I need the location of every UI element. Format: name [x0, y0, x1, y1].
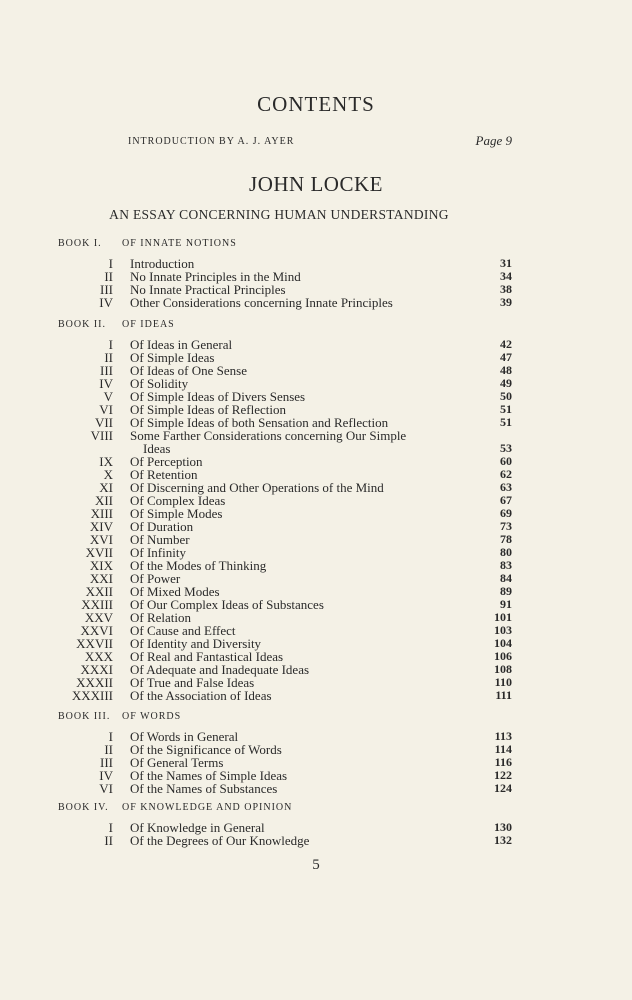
chapter-page: 108 [494, 662, 512, 676]
chapter-page: 69 [500, 506, 512, 520]
chapter-title: Of Identity and Diversity [130, 636, 262, 651]
chapter-page: 78 [500, 532, 512, 546]
chapter-number: III [100, 755, 113, 770]
toc-entry [58, 338, 512, 351]
chapter-page: 130 [494, 820, 512, 834]
chapter-title: Of Power [130, 571, 181, 586]
toc-entry [58, 455, 512, 468]
toc-entry [58, 743, 512, 756]
chapter-title: Of Simple Ideas of Divers Senses [130, 389, 306, 404]
chapter-title: Of Simple Modes [130, 506, 223, 521]
chapter-title: Of Words in General [130, 729, 239, 744]
toc-entry [58, 663, 512, 676]
chapter-page: 106 [494, 649, 512, 663]
chapter-number: I [108, 256, 113, 271]
chapter-number: XIV [89, 519, 113, 534]
chapter-page: 122 [494, 768, 512, 782]
chapter-title: Of Simple Ideas [130, 350, 215, 365]
chapter-number: X [103, 467, 113, 482]
chapter-number: III [100, 363, 113, 378]
toc-entry [58, 296, 512, 309]
book-heading [58, 802, 518, 813]
chapter-page: 132 [494, 833, 512, 847]
chapter-number: II [104, 269, 113, 284]
chapter-number: II [104, 742, 113, 757]
chapter-number: XXXII [76, 675, 113, 690]
chapter-page: 50 [500, 389, 512, 403]
chapter-title: Of Simple Ideas of Reflection [130, 402, 286, 417]
chapter-number: XII [94, 493, 113, 508]
chapter-title: Of Ideas of One Sense [130, 363, 247, 378]
toc-entry [58, 782, 512, 795]
chapter-page: 53 [500, 441, 512, 455]
chapter-page: 51 [500, 415, 512, 429]
chapter-page: 42 [500, 337, 512, 351]
book-title: OF INNATE NOTIONS [122, 238, 237, 249]
chapter-number: IV [99, 768, 113, 783]
chapter-number: XIX [89, 558, 113, 573]
toc-entry [58, 351, 512, 364]
chapter-page: 101 [494, 610, 512, 624]
chapter-title: Of Adequate and Inadequate Ideas [130, 662, 310, 677]
chapter-title: Of the Modes of Thinking [130, 558, 267, 573]
chapter-number: XXVI [80, 623, 113, 638]
introduction-line [128, 133, 512, 148]
toc-entry [58, 507, 512, 520]
chapter-page: 110 [494, 675, 512, 689]
chapter-number: XXI [89, 571, 113, 586]
chapter-title: Of Knowledge in General [130, 820, 265, 835]
toc-entry [58, 520, 512, 533]
chapter-page: 67 [500, 493, 512, 507]
toc-entry [58, 364, 512, 377]
book-label: BOOK IV. [58, 802, 109, 813]
chapter-number: VIII [90, 428, 113, 443]
chapter-number: IX [99, 454, 113, 469]
chapter-title: No Innate Principles in the Mind [130, 269, 301, 284]
chapter-number: VI [99, 402, 113, 417]
chapter-title: Of Simple Ideas of both Sensation and Reflection [130, 415, 389, 430]
chapter-number: VII [94, 415, 113, 430]
toc-entry [58, 611, 512, 624]
chapter-page: 104 [494, 636, 512, 650]
chapter-page: 89 [500, 584, 512, 598]
toc-entry [58, 429, 512, 442]
chapter-number: I [108, 729, 113, 744]
chapter-number: XXXIII [71, 688, 113, 703]
chapter-title: Of the Names of Simple Ideas [130, 768, 288, 783]
chapter-title: Of Our Complex Ideas of Substances [130, 597, 324, 612]
chapter-title: Of Ideas in General [130, 337, 233, 352]
chapter-page: 47 [500, 350, 512, 364]
toc-entry [58, 676, 512, 689]
toc-entry [58, 559, 512, 572]
toc-entry [58, 546, 512, 559]
chapter-page: 111 [495, 688, 512, 702]
chapter-number: I [108, 820, 113, 835]
chapter-number: II [104, 833, 113, 848]
chapter-number: XXIII [81, 597, 113, 612]
toc-entry [58, 481, 512, 494]
chapter-title: Of Relation [130, 610, 192, 625]
chapter-number: XXX [84, 649, 113, 664]
chapter-title: Of Retention [130, 467, 198, 482]
chapter-title: Of Complex Ideas [130, 493, 226, 508]
chapter-page: 31 [500, 256, 512, 270]
introduction-label: INTRODUCTION BY A. J. AYER [128, 136, 295, 147]
chapter-number: III [100, 282, 113, 297]
book-heading [58, 319, 518, 330]
book-title: OF KNOWLEDGE AND OPINION [122, 802, 293, 813]
chapter-page: 51 [500, 402, 512, 416]
chapter-title: Of Real and Fantastical Ideas [130, 649, 284, 664]
book-title: OF IDEAS [122, 319, 175, 330]
chapter-number: I [108, 337, 113, 352]
chapter-page: 84 [500, 571, 512, 585]
chapter-number: II [104, 350, 113, 365]
book-label: BOOK II. [58, 319, 106, 330]
toc-entry [58, 769, 512, 782]
chapter-number: VI [99, 781, 113, 796]
book-label: BOOK I. [58, 238, 102, 249]
chapter-title: Of Number [130, 532, 190, 547]
chapter-title: Of Discerning and Other Operations of the Mind [130, 480, 384, 495]
toc-entry [58, 624, 512, 637]
book-heading [58, 238, 518, 249]
chapter-page: 38 [500, 282, 512, 296]
chapter-page: 48 [500, 363, 512, 377]
chapter-number: XXV [84, 610, 113, 625]
chapter-page: 34 [500, 269, 512, 283]
toc-entry [58, 834, 512, 847]
chapter-page: 114 [494, 742, 512, 756]
book-title: OF WORDS [122, 711, 182, 722]
chapter-title: Of the Names of Substances [130, 781, 278, 796]
chapter-title: Of the Significance of Words [130, 742, 282, 757]
chapter-title: Of Duration [130, 519, 194, 534]
chapter-title: Of the Association of Ideas [130, 688, 272, 703]
toc-entry [58, 730, 512, 743]
chapter-page: 49 [500, 376, 512, 390]
chapter-page: 116 [494, 755, 512, 769]
introduction-page: Page 9 [475, 133, 512, 148]
book-label: BOOK III. [58, 711, 111, 722]
chapter-title: Of General Terms [130, 755, 224, 770]
chapter-number: XI [99, 480, 113, 495]
chapter-page: 73 [500, 519, 512, 533]
chapter-page: 113 [494, 729, 512, 743]
chapter-page: 83 [500, 558, 512, 572]
chapter-title: Of Solidity [130, 376, 189, 391]
chapter-title: Introduction [130, 256, 195, 271]
toc-entry [58, 494, 512, 507]
chapter-title: Of Mixed Modes [130, 584, 220, 599]
author-name: JOHN LOCKE [249, 172, 383, 196]
toc-entry [58, 689, 512, 702]
chapter-title: Of Cause and Effect [130, 623, 236, 638]
toc-entry [58, 598, 512, 611]
chapter-number: XVI [89, 532, 113, 547]
page-number: 5 [312, 857, 320, 873]
chapter-page: 63 [500, 480, 512, 494]
chapter-page: 39 [500, 295, 512, 309]
chapter-title: Of Perception [130, 454, 203, 469]
work-title: AN ESSAY CONCERNING HUMAN UNDERSTANDING [109, 207, 449, 222]
chapter-page: 62 [500, 467, 512, 481]
chapter-title: Ideas [130, 441, 171, 456]
chapter-number: XXXI [80, 662, 113, 677]
chapter-title: Of True and False Ideas [130, 675, 255, 690]
chapter-page: 80 [500, 545, 512, 559]
chapter-title: Some Farther Considerations concerning Our Simple [130, 428, 407, 443]
chapter-page: 91 [500, 597, 512, 611]
toc-entry [58, 572, 512, 585]
chapter-title: Of Infinity [130, 545, 186, 560]
chapter-title: Of the Degrees of Our Knowledge [130, 833, 310, 848]
toc-entry [58, 533, 512, 546]
chapter-number: XVII [85, 545, 113, 560]
toc-entry [58, 442, 512, 455]
chapter-title: No Innate Practical Principles [130, 282, 286, 297]
chapter-page: 124 [494, 781, 512, 795]
chapter-page: 103 [494, 623, 512, 637]
chapter-number: IV [99, 295, 113, 310]
chapter-number: V [103, 389, 113, 404]
toc-entry [58, 637, 512, 650]
chapter-number: IV [99, 376, 113, 391]
book-heading [58, 711, 518, 722]
chapter-page: 60 [500, 454, 512, 468]
chapter-number: XXII [85, 584, 113, 599]
chapter-title: Other Considerations concerning Innate Principles [130, 295, 393, 310]
chapter-number: XXVII [76, 636, 113, 651]
chapter-number: XIII [90, 506, 113, 521]
page-heading: CONTENTS [257, 92, 375, 116]
